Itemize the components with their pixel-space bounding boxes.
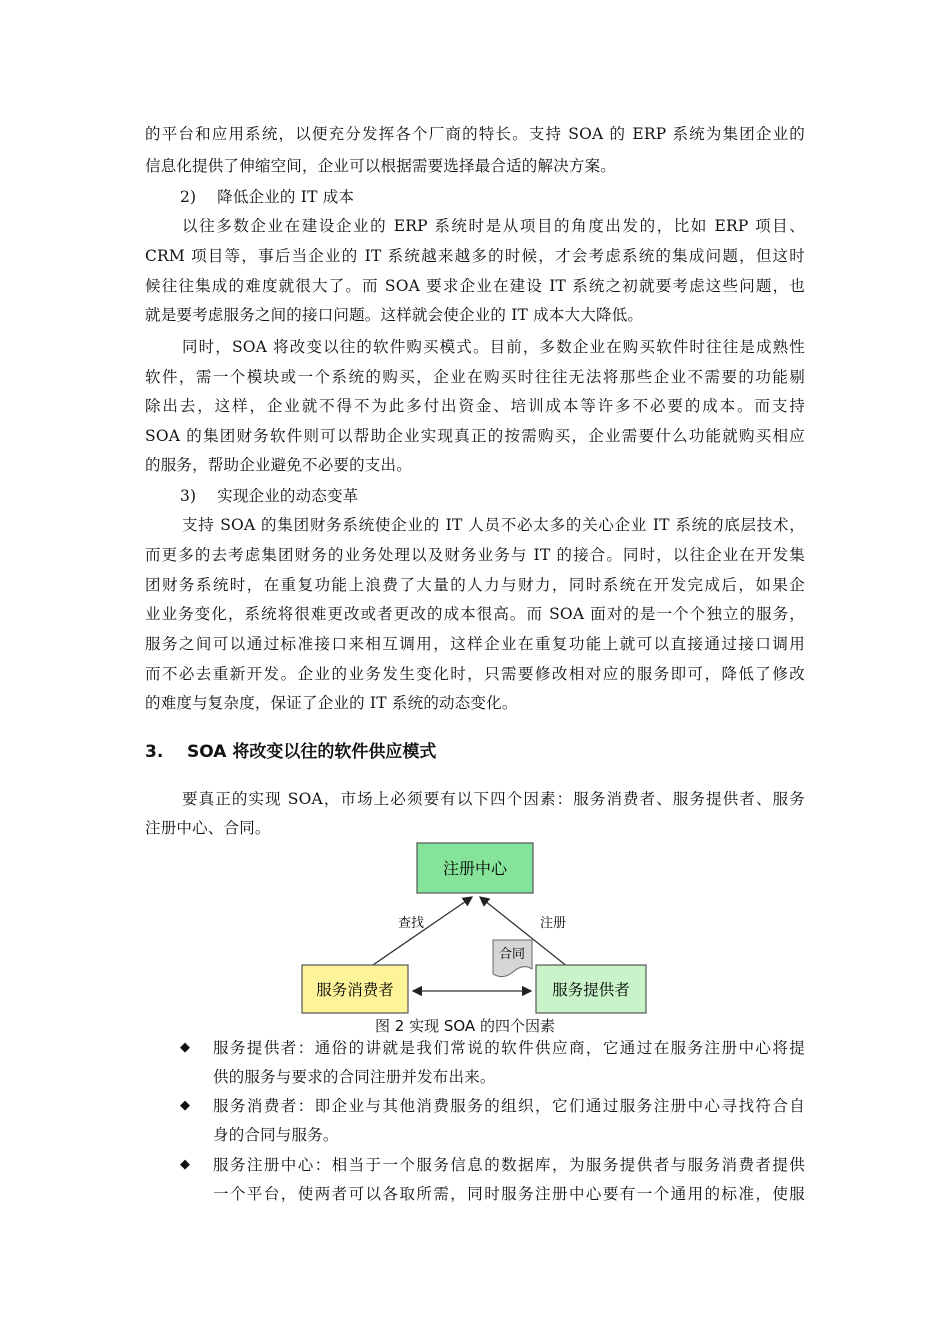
section-number: 3. <box>145 742 164 762</box>
consumer-label: 服务消费者 <box>316 981 394 999</box>
provider-label: 服务提供者 <box>552 981 630 999</box>
diamond-bullet-icon: ◆ <box>180 1040 190 1055</box>
body-text-line: SOA 的集团财务软件则可以帮助企业实现真正的按需购买，企业需要什么功能就购买相应 <box>145 427 805 445</box>
body-text-line: 而不必去重新开发。企业的业务发生变化时，只需要修改相对应的服务即可，降低了修改 <box>145 665 805 683</box>
body-text-line: 支持 SOA 的集团财务系统使企业的 IT 人员不必太多的关心企业 IT 系统的底层技术， <box>182 516 805 534</box>
body-text-line: CRM 项目等，事后当企业的 IT 系统越来越多的时候，才会考虑系统的集成问题，但这时 <box>145 247 805 265</box>
body-text-line: 的难度与复杂度，保证了企业的 IT 系统的动态变化。 <box>145 694 518 712</box>
body-text-line: 团财务系统时，在重复功能上浪费了大量的人力与财力，同时系统在开发完成后，如果企 <box>145 576 805 594</box>
body-text-line: 业业务变化，系统将很难更改或者更改的成本很高。而 SOA 面对的是一个个独立的服务， <box>145 605 805 623</box>
register-label: 注册 <box>540 916 567 931</box>
body-text-line: 信息化提供了伸缩空间，企业可以根据需要选择最合适的解决方案。 <box>145 157 617 175</box>
bullet-text-line: 服务消费者：即企业与其他消费服务的组织，它们通过服务注册中心寻找符合自 <box>213 1097 805 1115</box>
body-text-line: 以往多数企业在建设企业的 ERP 系统时是从项目的角度出发的，比如 ERP 项目、 <box>182 217 805 235</box>
find-arrow <box>370 897 472 967</box>
list-item-heading: 2) 降低企业的 IT 成本 <box>180 188 355 206</box>
bullet-text-line: 服务提供者：通俗的讲就是我们常说的软件供应商，它通过在服务注册中心将提 <box>213 1039 805 1057</box>
body-text-line: 的平台和应用系统，以便充分发挥各个厂商的特长。支持 SOA 的 ERP 系统为集团企业的 <box>145 125 805 143</box>
body-text-line: 注册中心、合同。 <box>145 819 271 837</box>
section-title: SOA 将改变以往的软件供应模式 <box>187 742 437 762</box>
body-text-line: 候往往集成的难度就很大了。而 SOA 要求企业在建设 IT 系统之初就要考虑这些问题，也 <box>145 277 805 295</box>
body-text-line: 而更多的去考虑集团财务的业务处理以及财务业务与 IT 的接合。同时，以往企业在开发集 <box>145 546 805 564</box>
body-text-line: 的服务，帮助企业避免不必要的支出。 <box>145 456 412 474</box>
body-text-line: 就是要考虑服务之间的接口问题。这样就会使企业的 IT 成本大大降低。 <box>145 306 644 324</box>
bullet-text-line: 供的服务与要求的合同注册并发布出来。 <box>213 1068 496 1086</box>
soa-factors-diagram <box>300 841 650 1021</box>
body-text-line: 要真正的实现 SOA，市场上必须要有以下四个因素：服务消费者、服务提供者、服务 <box>182 790 805 808</box>
find-label: 查找 <box>398 916 425 931</box>
diamond-bullet-icon: ◆ <box>180 1157 190 1172</box>
bullet-text-line: 身的合同与服务。 <box>213 1126 339 1144</box>
registry-label: 注册中心 <box>442 859 508 878</box>
body-text-line: 除出去，这样，企业就不得不为此多付出资金、培训成本等许多不必要的成本。而支持 <box>145 397 805 415</box>
bullet-text-line: 一个平台，使两者可以各取所需，同时服务注册中心要有一个通用的标准，使服 <box>213 1185 805 1203</box>
diamond-bullet-icon: ◆ <box>180 1098 190 1113</box>
body-text-line: 同时，SOA 将改变以往的软件购买模式。目前，多数企业在购买软件时往往是成熟性 <box>182 338 805 356</box>
contract-label: 合同 <box>498 947 526 962</box>
body-text-line: 软件，需一个模块或一个系统的购买，企业在购买时往往无法将那些企业不需要的功能剔 <box>145 368 805 386</box>
section-heading <box>145 741 436 763</box>
body-text-line: 服务之间可以通过标准接口来相互调用，这样企业在重复功能上就可以直接通过接口调用 <box>145 635 805 653</box>
figure-caption: 图 2 实现 SOA 的四个因素 <box>375 1017 555 1035</box>
list-item-heading: 3) 实现企业的动态变革 <box>180 487 359 505</box>
bullet-text-line: 服务注册中心：相当于一个服务信息的数据库，为服务提供者与服务消费者提供 <box>213 1156 805 1174</box>
